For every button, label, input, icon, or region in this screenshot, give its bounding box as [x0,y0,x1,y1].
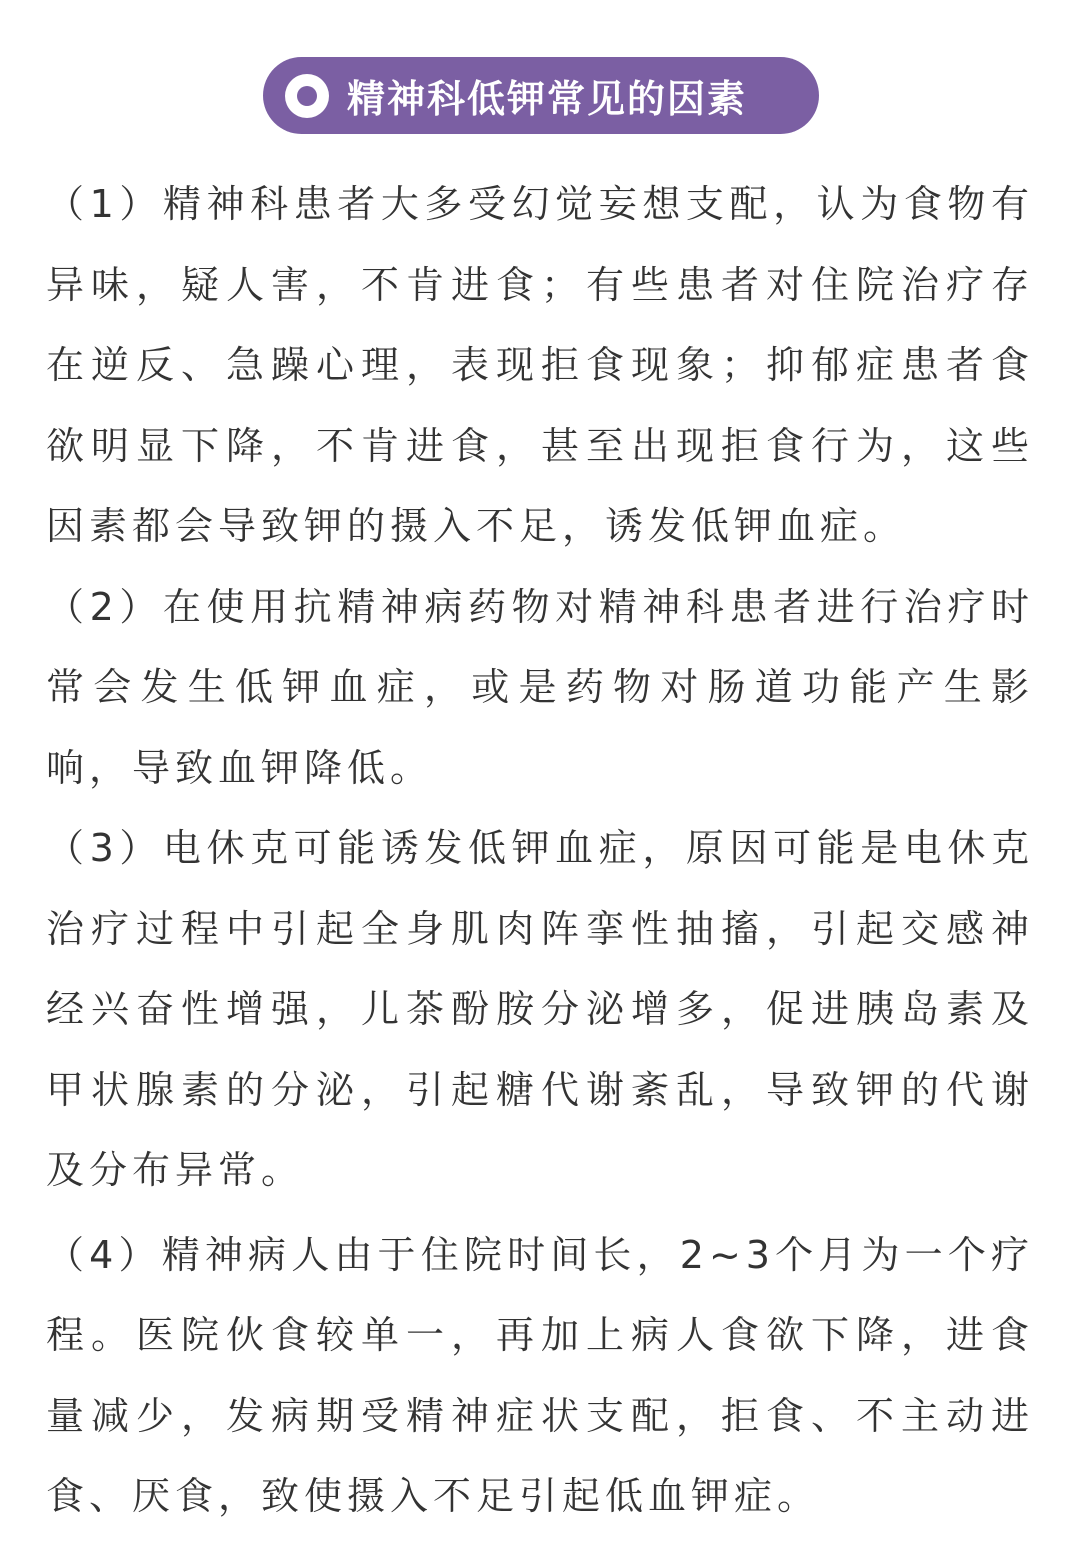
section-header [0,57,1080,134]
paragraph-2: （2）在使用抗精神病药物对精神科患者进行治疗时常会发生低钾血症，或是药物对肠道功能产生影响，导致血钾降低。 [46,584,1034,790]
article-body [46,164,1034,1537]
header-pill [263,57,819,134]
paragraph-4: （4）精神病人由于住院时间长，2~3个月为一个疗程。医院伙食较单一，再加上病人食欲下降，进食量减少，发病期受精神症状支配，拒食、不主动进食、厌食，致使摄入不足引起低血钾症。 [46,1232,1034,1518]
paragraph-3: （3）电休克可能诱发低钾血症，原因可能是电休克治疗过程中引起全身肌肉阵挛性抽搐，引起交感神经兴奋性增强，儿茶酚胺分泌增多，促进胰岛素及甲状腺素的分泌，引起糖代谢紊乱，导致钾的代谢及分布异常。 [46,826,1034,1192]
ring-icon [285,74,329,118]
paragraph-1: （1）精神科患者大多受幻觉妄想支配，认为食物有异味，疑人害，不肯进食；有些患者对住院治疗存在逆反、急躁心理，表现拒食现象；抑郁症患者食欲明显下降，不肯进食，甚至出现拒食行为，这些因素都会导致钾的摄入不足，诱发低钾血症。 [46,182,1034,548]
page-title: 精神科低钾常见的因素 [347,77,748,121]
